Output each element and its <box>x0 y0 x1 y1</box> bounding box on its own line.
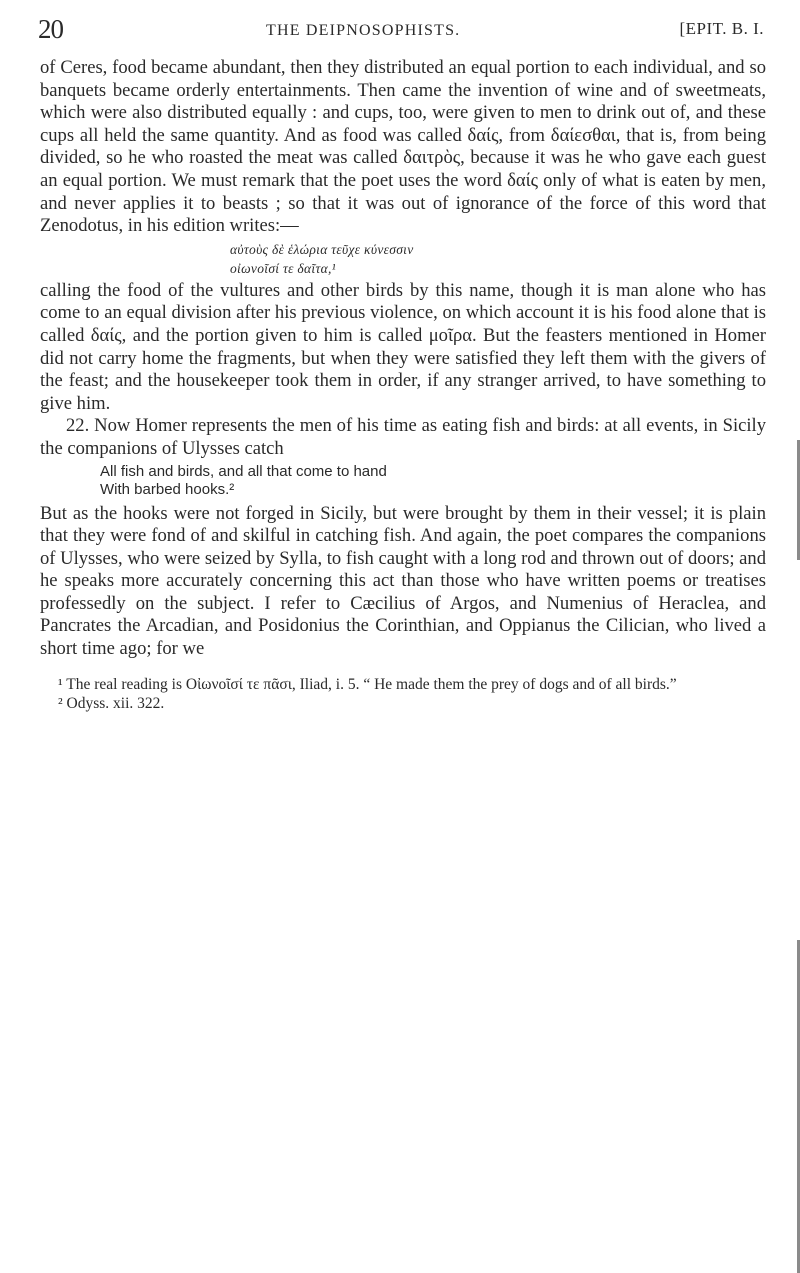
verse-line-2: With barbed hooks.² <box>100 480 235 498</box>
paragraph-2: calling the food of the vultures and other birds by this name, though it is man alone who has come to an equal division after his previous violence, on which account it is his food alone that is called δαίς, and the portion given to him is called μοῖρα. But the feasters mentioned in Homer did not carry home the fragments, but when they were satisfied they left them with the givers of the feast; and the housekeeper took them in order, if any stranger arrived, to have something to give him. <box>40 279 766 414</box>
footnote-2: ² Odyss. xii. 322. <box>58 694 165 712</box>
greek-verse-line-1: αὐτοὺς δὲ ἑλώρια τεῦχε κύνεσσιν <box>230 241 414 257</box>
verse-quote <box>100 463 766 499</box>
footnotes <box>40 675 766 713</box>
greek-verse-line-2: οἰωνοῖσί τε δαῖτα,¹ <box>230 260 336 276</box>
paragraph-3: 22. Now Homer represents the men of his time as eating fish and birds: at all events, in Sicily the companions of Ulysses catch <box>40 415 766 459</box>
section-reference: [EPIT. B. I. <box>679 19 764 38</box>
verse-line-1: All fish and birds, and all that come to hand <box>100 462 387 480</box>
page-header <box>38 14 764 44</box>
paragraph-4: But as the hooks were not forged in Sicily, but were brought by them in their vessel; it is plain that they were fond of and skilful in catching fish. And again, the poet compares the companions of Ulysses, who were seized by Sylla, to fish caught with a long rod and thrown out of doors; and he speaks more accurately concerning this act than those who have written poems or treatises professedly on the subject. I refer to Cæcilius of Argos, and Numenius of Heraclea, and Pancrates the Arcadian, and Posidonius the Corinthian, and Oppianus the Cilician, who lived a short time ago; for we <box>40 502 766 660</box>
page-number: 20 <box>38 14 63 44</box>
paragraph-1: of Ceres, food became abundant, then they distributed an equal portion to each individual, and so banquets became orderly entertainments. Then came the invention of wine and of sweetmeats, which were also distributed equally : and cups, too, were given to men to drink out of, and these cups all held the same quantity. And as food was called δαίς, from δαίεσθαι, that is, from being divided, so he who roasted the meat was called δαιτρὸς, because it was he who gave each guest an equal portion. We must remark that the poet uses the word δαίς only of what is eaten by men, and never applies it to beasts ; so that it was out of ignorance of the force of this word that Zenodotus, in his edition writes:— <box>40 57 766 237</box>
page-body <box>40 57 766 713</box>
greek-verse-quote <box>230 240 766 278</box>
footnote-1: ¹ The real reading is Οἰωνοῖσί τε πᾶσι, Iliad, i. 5. “ He made them the prey of dogs and of all birds.” <box>58 675 677 693</box>
running-title: THE DEIPNOSOPHISTS. <box>266 22 461 39</box>
